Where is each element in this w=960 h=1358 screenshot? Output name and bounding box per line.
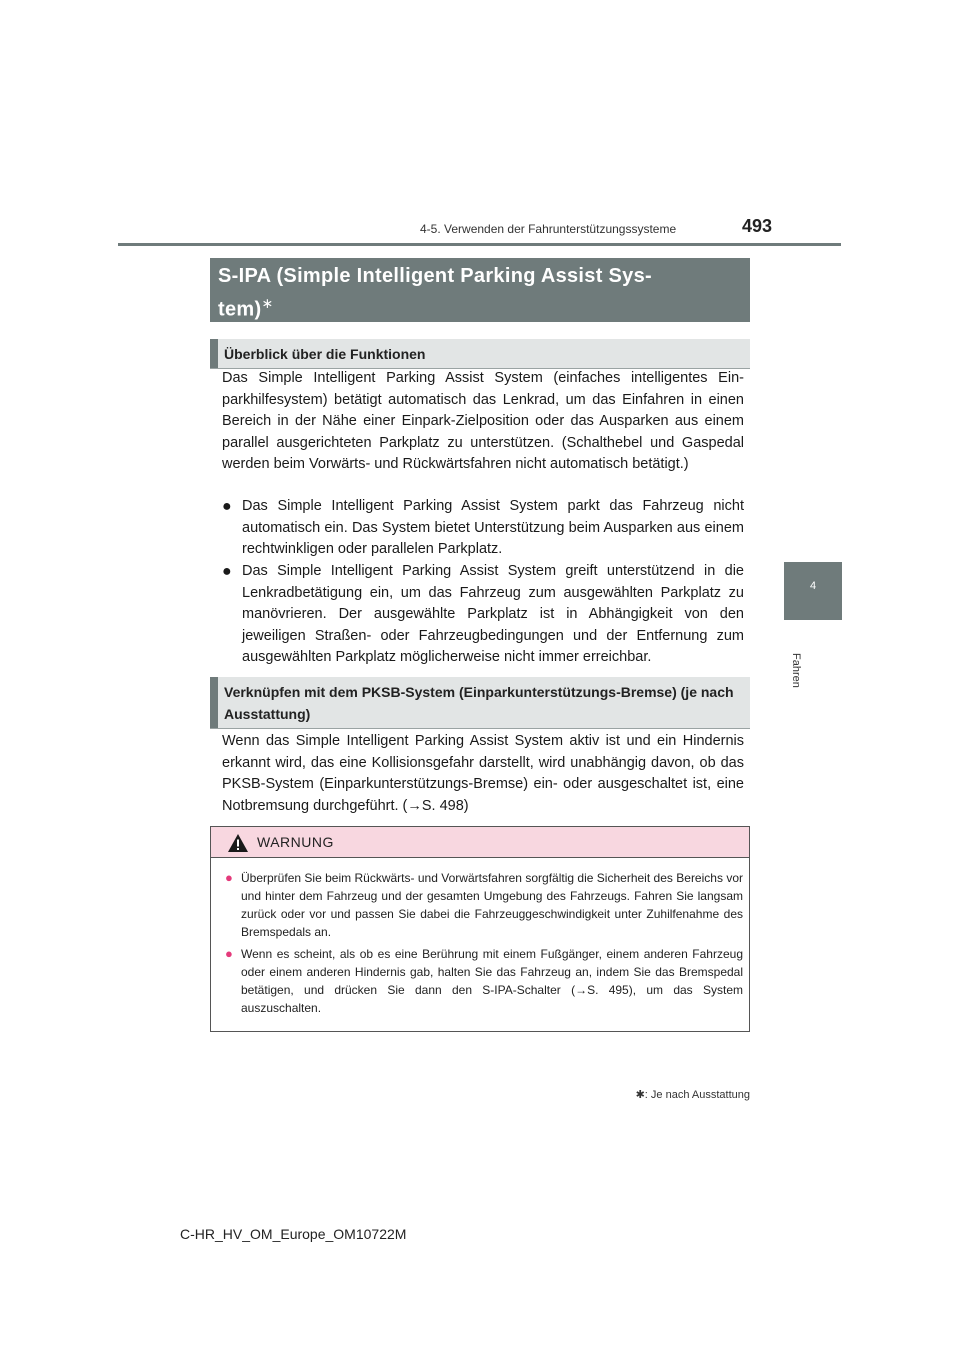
warning-item-2: [225, 945, 743, 1017]
subheading-bar: [210, 339, 218, 368]
warning-triangle-icon: [227, 833, 249, 853]
warning-item-text: Wenn es scheint, als ob es eine Berührung mit einem Fußgänger, einem anderen Fahrzeug oder einem anderen Hindernis gab, halten Sie das Fahrzeug an, indem Sie das Bremspedal betätigen, und drücken Sie dann den S-IPA-Schalter (→S. 495), um das System auszuschalten.: [241, 947, 743, 1015]
warning-bullet-dot: ●: [225, 870, 233, 885]
chapter-number: 4: [809, 580, 817, 592]
bullet-text: Das Simple Intelligent Parking Assist System parkt das Fahrzeug nicht automatisch ein. Das System bietet Unterstützung beim Ausparken aus einem rechtwinkligen oder parallelen Parkplatz.: [242, 498, 744, 557]
footer-document-code: C-HR_HV_OM_Europe_OM10722M: [180, 1226, 407, 1242]
running-header-section: 4-5. Verwenden der Fahrunterstützungssysteme: [420, 222, 677, 236]
warning-header: [211, 827, 749, 858]
subheading-bar: [210, 677, 218, 728]
subheading-pksb-link-text: Verknüpfen mit dem PKSB-System (Einparkunterstützungs-Bremse) (je nach Ausstattung): [224, 684, 734, 722]
title-line-1: S-IPA (Simple Intelligent Parking Assist Sys-: [218, 265, 652, 287]
subheading-pksb-link: [210, 677, 750, 729]
warning-box: [210, 826, 750, 1032]
chapter-tab: [784, 562, 842, 620]
bullet-dot: ●: [222, 498, 232, 515]
overview-bullet-1: [222, 496, 744, 561]
page-number: 493: [742, 216, 773, 236]
bullet-dot: ●: [222, 563, 232, 580]
warning-title: WARNUNG: [257, 834, 334, 850]
section-title-box: [210, 258, 750, 322]
warning-item-text: Überprüfen Sie beim Rückwärts- und Vorwärtsfahren sorgfältig die Sicherheit des Bereichs vor und hinter dem Fahrzeug und der gesamten Umgebung des Fahrzeugs. Fahren Sie langsam zurück oder vor und passen Sie dabei die Fahrzeuggeschwindigkeit unter Zuhilfenahme des Bremspedals an.: [241, 871, 743, 939]
subheading-overview-text: Überblick über die Funktionen: [224, 346, 426, 362]
title-line-2: tem): [218, 298, 262, 321]
warning-item-1: [225, 869, 743, 941]
title-footnote-star: ∗: [261, 295, 274, 311]
chapter-label-text: Fahren: [790, 653, 802, 688]
bullet-text: Das Simple Intelligent Parking Assist System greift unterstützend in die Lenkradbetätigung ein, um das Fahrzeug zum ausgewählten Parkplatz zu manövrieren. Der ausgewählte Parkplatz ist in Abhängigkeit von den jeweiligen Straßen- oder Fahrzeugbedingungen und der Entfernung zum ausgewählten Parkplatz möglicherweise nicht immer erreichbar.: [242, 563, 744, 665]
subheading-overview: [210, 339, 750, 369]
footnote: ✱: Je nach Ausstattung: [635, 1089, 750, 1101]
pksb-paragraph: Wenn das Simple Intelligent Parking Assist System aktiv ist und ein Hindernis erkannt wird, das eine Kollisionsgefahr darstellt, wird unabhängig davon, ob das PKSB-System (Einparkunterstützungs-Bremse) ein- oder ausgeschaltet ist, eine Notbremsung durchgeführt. (→S. 498): [222, 733, 744, 814]
overview-paragraph: Das Simple Intelligent Parking Assist System (einfaches intelligentes Einparkhilfesystem) betätigt automatisch das Lenkrad, um das Einfahren in einen Bereich in der Nähe einer Einpark-Zielposition oder das Ausparken aus einem parallel ausgerichteten Parkplatz zu unterstützen. (Schalthebel und Gaspedal werden beim Vorwärts- und Rückwärtsfahren nicht automatisch betätigt.): [222, 370, 744, 472]
chapter-label: [784, 625, 806, 688]
warning-bullet-dot: ●: [225, 946, 233, 961]
header-rule: [118, 243, 841, 246]
overview-bullet-2: [222, 561, 744, 669]
section-title: [218, 263, 738, 324]
